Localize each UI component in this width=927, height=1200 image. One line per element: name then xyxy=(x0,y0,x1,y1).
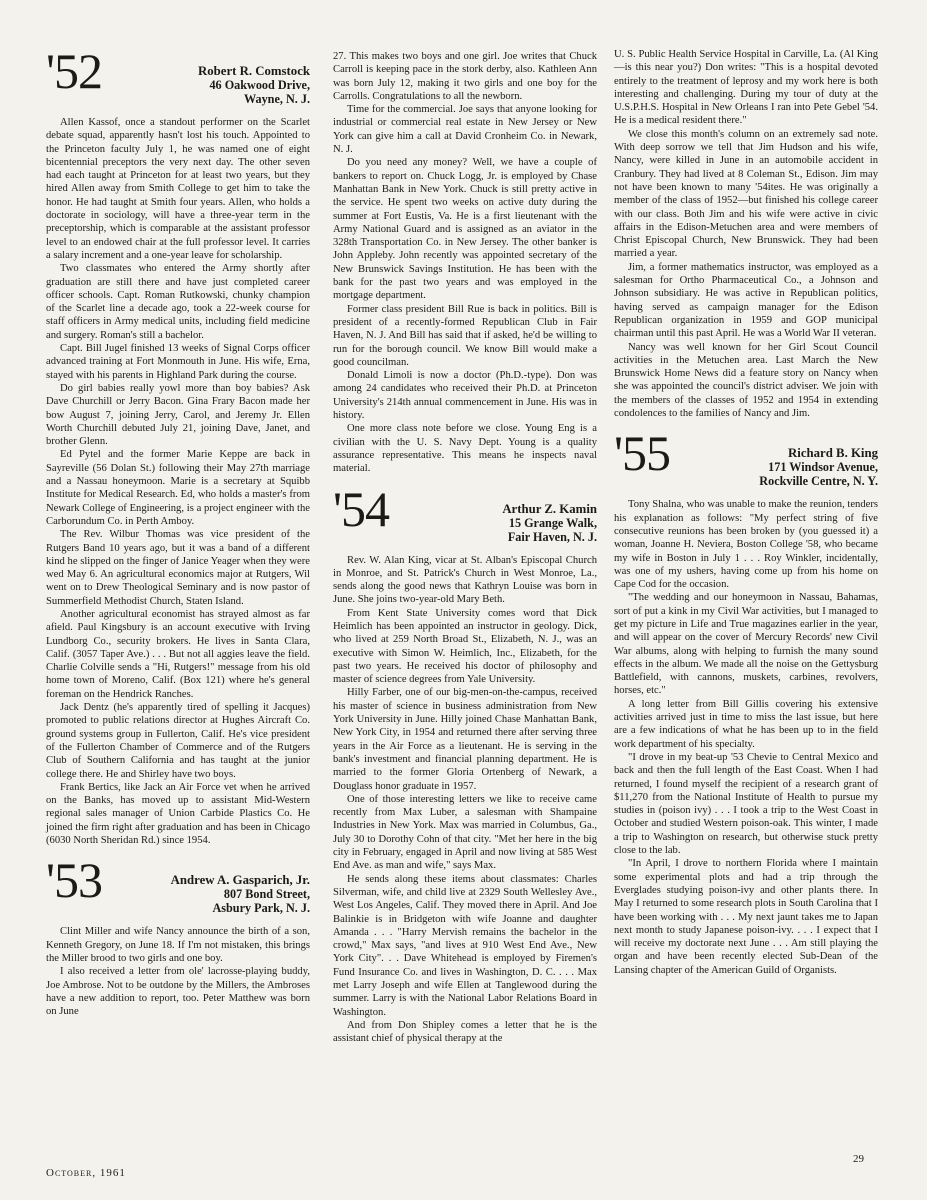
class-year: '52 xyxy=(46,43,103,99)
secretary-street: 171 Windsor Avenue, xyxy=(768,460,878,475)
secretary-city: Wayne, N. J. xyxy=(243,92,310,106)
class-secretary xyxy=(198,48,310,106)
class-1954-header xyxy=(333,480,597,544)
column-2 xyxy=(333,50,597,1045)
paragraph: U. S. Public Health Service Hospital in Carville, La. (Al King—is this near you?) Don writes: "This is a hospital devoted entirely to the treatment of leprosy and my work here is both interesting and challenging. During my tour of duty at the U.S.P.H.S. Hospital in New Orleans I ran into Pete Gebel '54. He is a medical resident there." xyxy=(614,49,878,127)
class-year: '54 xyxy=(333,480,390,537)
class-1952-header xyxy=(46,43,310,106)
paragraph: Allen Kassof, once a standout performer on the Scarlet debate squad, apparently hasn't lost his touch. Appointed to the Princeton faculty July 1, he was named one of eight bicentennial preceptors the very next day. The other seven had each taught at Princeton for at least two years, but they hired Allen away from Smith College to get him to take the honor. He had taught at Smith four years. Allen, who holds a doctorate in sociology, will have a three-year term in the preceptorship, which is comparable at the assistant professor level to an endowed chair at the full professor level. It carries a salary increment and a one-year leave for scholarship. xyxy=(46,117,310,261)
paragraph: "I drove in my beat-up '53 Chevie to Central Mexico and back and then the full length of the East Coast. When I had returned, I found myself the recipient of a research grant of $11,270 from the National Institute of Health to pursue my studies in (poison ivy) . . . I took a trip to the West Coast in October and studied Western poison-oak. This winter, I made a trip to Washington on research, but otherwise stuck pretty close to the lab. xyxy=(614,751,878,857)
secretary-name: Richard B. King xyxy=(788,446,878,461)
paragraph: Another agricultural economist has strayed almost as far afield. Paul Kingsbury is an account executive with Irving Lundborg Co., security brokers. He lives in Santa Clara, Calif. (3057 Taper Ave.) . . . But not all aggies leave the field. Charlie Colville sends a "Hi, Rutgers!" message from his old home town of Moreno, Calif. (Box 121) where he's general foreman on the Hendrick Ranches. xyxy=(46,608,310,700)
paragraph: Do you need any money? Well, we have a couple of bankers to report on. Chuck Logg, Jr. is employed by Chase Manhattan Bank in New York. Chuck is still pretty active in the service. He spent two weeks on active duty during the summer at Fort Eustis, Va. He is a first lieutenant with the Army National Guard and is assigned as an aviator in the 328th Transportation Co. in New Jersey. The other banker is John Appleby. John recently was appointed secretary of the New Brunswick Savings Institution. He has been with the bank for the past two years and was employed in the mortgage department. xyxy=(333,157,597,302)
secretary-city: Asbury Park, N. J. xyxy=(212,901,310,916)
issue-date: October, 1961 xyxy=(46,1167,126,1179)
paragraph: 27. This makes two boys and one girl. Joe writes that Chuck Carroll is keeping pace in the stork derby, also. Kathleen Ann was born July 12, making it two girls and one boy for the Carrolls. Congratulations to all the newborn. xyxy=(333,51,597,102)
secretary-street: 15 Grange Walk, xyxy=(508,515,597,530)
class-year: '53 xyxy=(46,852,103,909)
paragraph: Jack Dentz (he's apparently tired of spelling it Jacques) promoted to public relations director at Hughes Aircraft Co. ground systems group in Fullerton, Calif. He's vice president of the Fullerton Chamber of Commerce and of the Rutgers Club of Southern California and has taught at the junior college there. He and Shirley have two boys. xyxy=(46,702,310,780)
paragraph: Frank Bertics, like Jack an Air Force vet when he arrived on the Banks, has moved up to assistant Mid-Western regional sales manager of Union Carbide Plastics Co. He joined the firm right after graduation and has been in Chicago (6030 North Sheridan Rd.) since 1954. xyxy=(46,781,310,847)
paragraph: Donald Limoli is now a doctor (Ph.D.-type). Don was among 24 candidates who received their Ph.D. at Princeton University's 214th annual commencement in June. His was in history. xyxy=(333,370,597,422)
paragraph: Hilly Farber, one of our big-men-on-the-campus, received his master of science in business administration from New York University in June. Hilly joined Chase Manhattan Bank, New York City, in 1954 and returned there after serving three years in the Air Force as a lieutenant. He is serving in the bank's investment and financial planning department. He is married to the former Gloria Ortenberg of Newark, a Douglass honor graduate in 1957. xyxy=(333,687,597,792)
class-1953-header xyxy=(46,852,310,916)
paragraph: Time for the commercial. Joe says that anyone looking for industrial or commercial real estate in New Jersey or New York can give him a call at David Cronheim Co. in Newark, N. J. xyxy=(333,104,597,156)
paragraph: Tony Shalna, who was unable to make the reunion, tenders his explanation as follows: "My perfect string of five consecutive reunions has been broken by (you guessed it) a woman, Joanne H. Neviera, Boston College '58, who became my wife in Boston in July 1 . . . Roy Winkler, incidentally, was one of my ushers, having come up from his home on Cape Cod for the occasion. xyxy=(614,499,878,591)
class-year: '55 xyxy=(614,425,671,482)
paragraph: From Kent State University comes word that Dick Heimlich has been appointed an instructor in geology. Dick, who lived at 259 North Broad St., Elizabeth, N. J., was an executive with Simon W. Heimlich, Inc., Elizabeth, for the past two years. He received his doctor of philosophy and master of science degrees from Yale University. xyxy=(333,607,597,686)
class-secretary xyxy=(502,486,597,544)
column-3 xyxy=(614,48,878,977)
paragraph: One of those interesting letters we like to receive came recently from Max Luber, a salesman with Shampaine Industries in New York. Max was married in Columbus, Ga., July 30 to Dorothy Cohn of that city. "Met her here in the big city in February, engaged in April and now living at 585 West End Ave. as man and wife," says Max. xyxy=(333,793,597,872)
paragraph: One more class note before we close. Young Eng is a civilian with the U. S. Navy Dept. Young is a quality assurance representative. This means he inspects naval material. xyxy=(333,423,597,475)
paragraph: I also received a letter from ole' lacrosse-playing buddy, Joe Ambrose. Not to be outdone by the Millers, the Ambroses have a new addition to report, too. Peter Matthew was born on June xyxy=(46,966,310,1018)
secretary-street: 46 Oakwood Drive, xyxy=(209,78,310,92)
secretary-name: Andrew A. Gasparich, Jr. xyxy=(170,873,310,888)
class-secretary xyxy=(171,857,310,915)
paragraph: Rev. W. Alan King, vicar at St. Alban's Episcopal Church in Monroe, and St. Patrick's Church in West Monroe, La., sends along the good news that Kathryn Louise was born in June. She joins two-year-old Mary Beth. xyxy=(333,554,597,606)
secretary-city: Fair Haven, N. J. xyxy=(507,529,597,544)
paragraph: "In April, I drove to northern Florida where I maintain some experimental plots and had a trip through the Everglades studying poison-ivy and other plants there. In May I returned to some research plots in South Carolina that I have been working with . . . My next jaunt takes me to Japan next month to study Japanese poison-ivy. . . . I expect that I will receive my doctorate next June . . . Am still playing the organ and have been recently elected Sub-Dean of the Lansing chapter of the American Guild of Organists. xyxy=(614,858,878,976)
paragraph: Jim, a former mathematics instructor, was employed as a salesman for Ortho Pharmaceutical Co., a Johnson and Johnson subsidiary. He was active in Republican politics, having served as campaign manager for the Edison Republican organization in 1959 and GOP municipal chairman until this past April. He was a World War II veteran. xyxy=(614,261,878,340)
paragraph: The Rev. Wilbur Thomas was vice president of the Rutgers Band 10 years ago, but it was a band of a different kind he slipped on the finger of Janice Yeager when they were wed May 6. An agricultural economics major at Rutgers, Wil went on to Drew Theological Seminary and is now pastor of Summerfield Methodist Church, Staten Island. xyxy=(46,529,310,607)
paragraph: Former class president Bill Rue is back in politics. Bill is president of a recently-formed Republican Club in Fair Haven, N. J. And Bill has said that if asked, he'd be willing to run for the borough council. We know Bill would make a good councilman. xyxy=(333,303,597,368)
secretary-city: Rockville Centre, N. Y. xyxy=(759,474,878,489)
page-number: 29 xyxy=(853,1153,864,1165)
paragraph: Two classmates who entered the Army shortly after graduation are still there and have just completed career officer schools. Capt. Roman Rutkowski, chunky champion of the Scarlet line a decade ago, took a 22-week course for staff officers in Army medical units, including field medicine and surgery. Roman's still a bachelor. xyxy=(46,263,310,341)
column-1 xyxy=(46,43,310,1018)
secretary-name: Arthur Z. Kamin xyxy=(502,501,597,516)
paragraph: Clint Miller and wife Nancy announce the birth of a son, Kenneth Gregory, on June 18. If I'm not mistaken, this brings the Miller brood to two girls and one boy. xyxy=(46,926,310,964)
paragraph: We close this month's column on an extremely sad note. With deep sorrow we tell that Jim Hudson and his wife, Nancy, were killed in June in an automobile accident in Cranbury. They had lived at 8 Coleman St., Edison. Jim may not have been known to many '54ites. He was originally a member of the class of 1952—but finished his college career with our class. Both Jim and his wife were active in civic affairs in the Edison-Metuchen area and were members of Christ Episcopal Church, New Brunswick. They had been married a year. xyxy=(614,128,878,260)
paragraph: Nancy was well known for her Girl Scout Council activities in the Metuchen area. Last March the New Brunswick Home News did a feature story on Nancy when she was appointed the council's district adviser. We join with the members of the classes of 1952 and 1954 in extending condolences to the families of Nancy and Jim. xyxy=(614,341,878,420)
class-1955-header xyxy=(614,425,878,489)
paragraph: And from Don Shipley comes a letter that he is the assistant chief of physical therapy at the xyxy=(333,1019,597,1045)
secretary-street: 807 Bond Street, xyxy=(223,887,310,902)
paragraph: Do girl babies really yowl more than boy babies? Ask Dave Churchill or Jerry Bacon. Gina Frary Bacon made her bow August 7, joining Jerry, Carol, and Jeremy Jr. Ellen Worth Churchill debuted July 21, joining Dave, Janet, and brother Glenn. xyxy=(46,382,310,448)
paragraph: He sends along these items about classmates: Charles Silverman, wife, and child live at 2329 South Wellesley Ave., West Los Angeles, Calif. They moved there in April. And Joe Balinkie is in Bridgeton with wife Joanne and daughter Amanda . . . "Harry Mervish remains the bachelor in the crowd," Max says, "and lives at 910 West End Ave., New York City". . . Dave Whitehead is employed by Firemen's Fund Insurance Co. and lives in Washington, D. C. . . . Max met Larry Joseph and wife Ellen at Tanglewood during the summer. Larry is with the National Labor Relations Board in Washington. xyxy=(333,873,597,1018)
class-secretary xyxy=(759,430,878,488)
paragraph: Capt. Bill Jugel finished 13 weeks of Signal Corps officer advanced training at Fort Monmouth in June. His wife, Erna, stayed with his parents in Highland Park during the course. xyxy=(46,343,310,381)
paragraph: Ed Pytel and the former Marie Keppe are back in Sayreville (56 Dolan St.) following their May 27th marriage and a Nassau honeymoon. Marie is a secretary at Squibb Institute for Medical Research. Ed, who holds a master's from Newark College of Engineering, is a project engineer with the Carborundum Co. in Perth Amboy. xyxy=(46,449,310,527)
paragraph: A long letter from Bill Gillis covering his extensive activities arrived just in time to miss the last issue, but here are a few indications of what he has been up to in the field work department of his specialty. xyxy=(614,698,878,750)
paragraph: "The wedding and our honeymoon in Nassau, Bahamas, sort of put a kink in my Civil War activities, but I managed to get my picture in Life and True magazines earlier in the year, and will appear on the cover of Mercury Records' new Civil War albums, along with helping to furnish the many sound effects in the album. We made all the noise on the Gettysburg Battlefield, with cannons, muskets, carbines, revolvers, horses, etc." xyxy=(614,592,878,697)
secretary-name: Robert R. Comstock xyxy=(198,64,310,78)
